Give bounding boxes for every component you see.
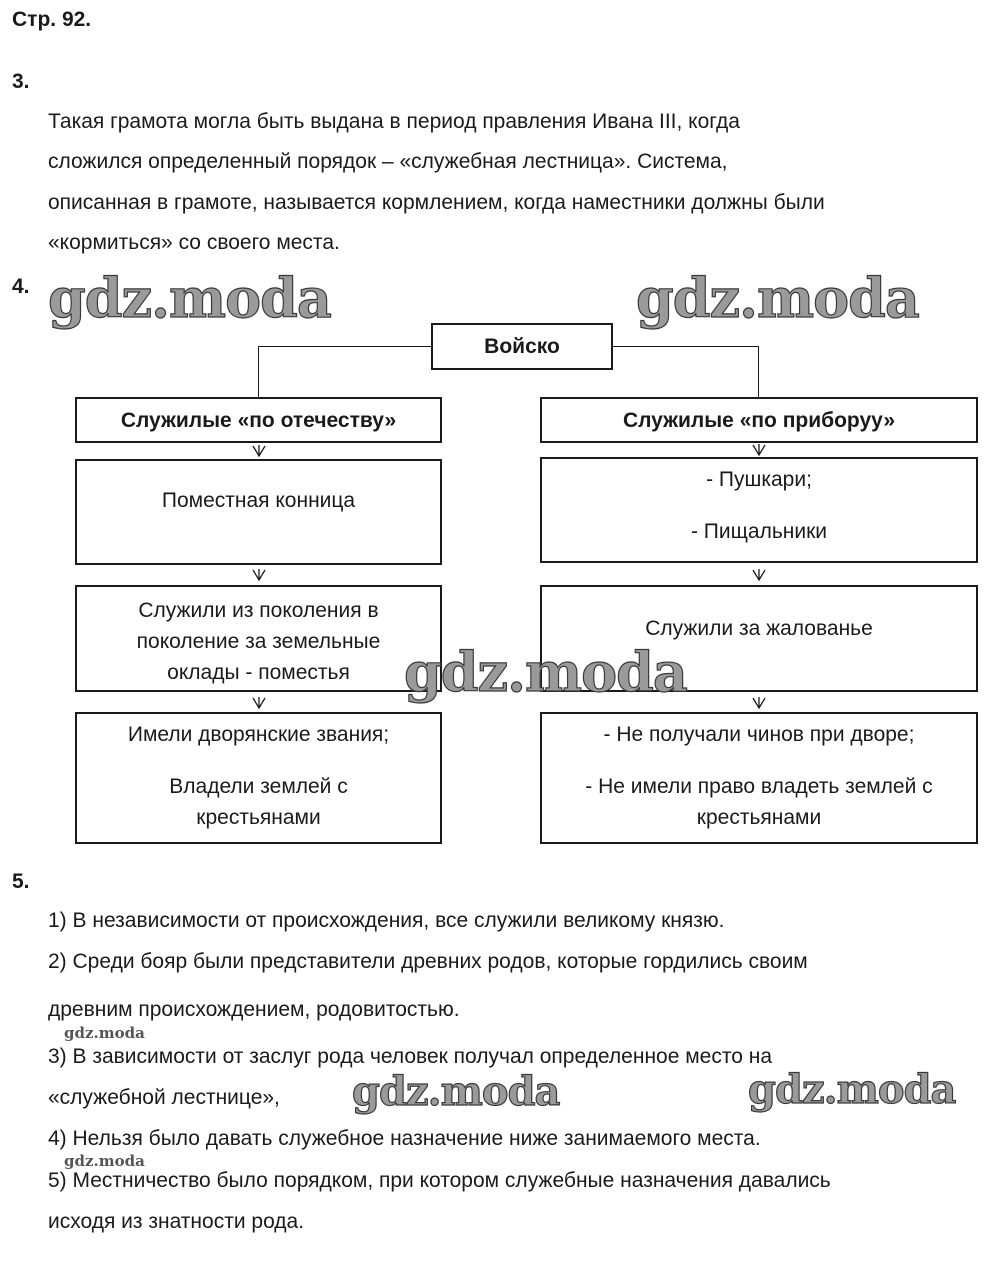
left-header-label: Служилые «по отечеству» <box>120 408 397 432</box>
box-text: крестьянами <box>696 806 822 829</box>
connector-line <box>258 346 432 347</box>
task-5-item: «служебной лестнице», <box>48 1086 280 1109</box>
task-5-item: 1) В независимости от происхождения, все служили великому князю. <box>48 909 725 932</box>
task-5-item: 5) Местничество было порядком, при котором служебные назначения давались <box>48 1169 831 1192</box>
box-text: - Пушкари; <box>706 468 812 491</box>
watermark-logo: gdz.moda <box>64 1024 145 1042</box>
watermark-logo: gdz.moda <box>64 1152 145 1170</box>
box-text: Служили за жалованье <box>645 617 873 640</box>
right-box-3 <box>540 712 978 844</box>
page-title: Стр. 92. <box>12 8 92 31</box>
box-text: Имели дворянские звания; <box>127 723 390 746</box>
task-3-line: описанная в грамоте, называется кормлением, когда наместники должны были <box>48 191 825 214</box>
diagram-root-box <box>431 323 613 370</box>
box-text: - Не имели право владеть землей с <box>585 775 933 798</box>
arrow-down-icon <box>252 445 266 457</box>
task-5-item: древним происхождением, родовитостью. <box>48 998 460 1021</box>
connector-line <box>258 346 259 398</box>
connector-line <box>612 346 759 347</box>
task-5-item: 4) Нельзя было давать служебное назначение ниже занимаемого места. <box>48 1127 761 1150</box>
left-box-1 <box>75 459 442 565</box>
box-text: Служили из поколения в <box>138 599 379 622</box>
task-3-line: «кормиться» со своего места. <box>48 231 340 254</box>
box-text: оклады - поместья <box>167 661 350 684</box>
task-3-line: сложился определенный порядок – «служебная лестница». Система, <box>48 150 728 173</box>
watermark-logo: gdz.moda <box>748 1066 956 1113</box>
connector-line <box>758 346 759 398</box>
watermark-logo: gdz.moda <box>48 266 331 330</box>
left-box-2 <box>75 585 442 692</box>
watermark-logo: gdz.moda <box>404 640 687 704</box>
task-3-line: Такая грамота могла быть выдана в период правления Ивана III, когда <box>48 110 740 133</box>
diagram-root-label: Войско <box>484 335 560 358</box>
arrow-down-icon <box>752 697 766 709</box>
box-text: - Не получали чинов при дворе; <box>603 723 915 746</box>
box-text: - Пищальники <box>690 520 828 543</box>
task-4-number: 4. <box>12 275 30 298</box>
box-text: крестьянами <box>196 806 321 829</box>
task-5-item: исходя из знатности рода. <box>48 1210 305 1233</box>
left-header-box <box>75 397 442 443</box>
watermark-logo: gdz.moda <box>352 1068 560 1115</box>
arrow-down-icon <box>252 697 266 709</box>
right-header-box <box>540 397 978 443</box>
task-3-number: 3. <box>12 70 30 93</box>
task-5-item: 2) Среди бояр были представители древних родов, которые гордились своим <box>48 950 808 973</box>
box-text: Владели землей с <box>169 775 348 798</box>
task-5-number: 5. <box>12 870 30 893</box>
task-5-item: 3) В зависимости от заслуг рода человек получал определенное место на <box>48 1045 773 1068</box>
watermark-logo: gdz.moda <box>636 266 919 330</box>
arrow-down-icon <box>752 444 766 456</box>
arrow-down-icon <box>752 569 766 581</box>
right-box-1 <box>540 457 978 563</box>
right-header-label: Служилые «по приборуу» <box>622 408 896 432</box>
box-text: поколение за земельные <box>136 630 381 653</box>
arrow-down-icon <box>252 569 266 581</box>
box-text: Поместная конница <box>161 489 356 512</box>
left-box-3 <box>75 712 442 844</box>
